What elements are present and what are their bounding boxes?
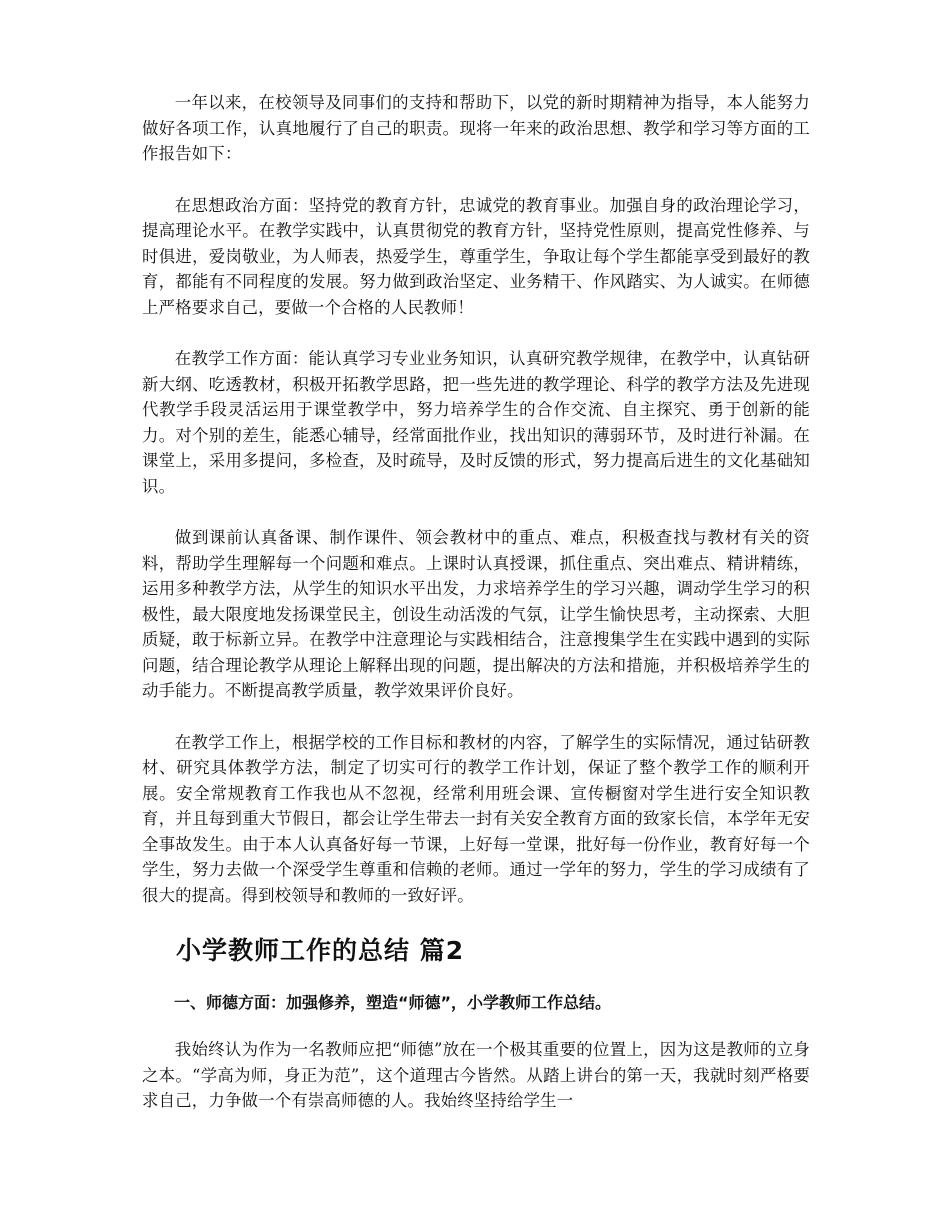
document-page (142, 90, 810, 1140)
section-title: 小学教师工作的总结 篇2 (176, 936, 465, 965)
body-paragraph: 一年以来，在校领导及同事们的支持和帮助下，以党的新时期精神为指导，本人能努力做好各项工作，认真地履行了自己的职责。现将一年来的政治思想、教学和学习等方面的工作报告如下： (142, 93, 810, 163)
section-subheading: 一、师德方面：加强修养，塑造“师德”，小学教师工作总结。 (174, 993, 612, 1012)
body-paragraph: 做到课前认真备课、制作课件、领会教材中的重点、难点，积极查找与教材有关的资料，帮助学生理解每一个问题和难点。上课时认真授课，抓住重点、突出难点、精讲精练，运用多种教学方法，从学生的知识水平出发，力求培养学生的学习兴趣，调动学生学习的积极性，最大限度地发扬课堂民主，创设生动活泼的气氛，让学生愉快思考，主动探索、大胆质疑，敢于标新立异。在教学中注意理论与实践相结合，注意搜集学生在实践中遇到的实际问题，结合理论教学从理论上解释出现的问题，提出解决的方法和措施，并积极培养学生的动手能力。不断提高教学质量，教学效果评价良好。 (142, 528, 810, 700)
body-paragraph: 在教学工作上，根据学校的工作目标和教材的内容，了解学生的实际情况，通过钻研教材、研究具体教学方法，制定了切实可行的教学工作计划，保证了整个教学工作的顺利开展。安全常规教育工作我也从不忽视，经常利用班会课、宣传橱窗对学生进行安全知识教育，并且每到重大节假日，都会让学生带去一封有关安全教育方面的致家长信，本学年无安全事故发生。由于本人认真备好每一节课，上好每一堂课，批好每一份作业，教育好每一个学生，努力去做一个深受学生尊重和信赖的老师。通过一学年的努力，学生的学习成绩有了很大的提高。得到校领导和教师的一致好评。 (142, 732, 810, 905)
body-paragraph: 我始终认为作为一名教师应把“师德”放在一个极其重要的位置上，因为这是教师的立身之本。“学高为师，身正为范”，这个道理古今皆然。从踏上讲台的第一天，我就时刻严格要求自己，力争做一个有崇高师德的人。我始终坚持给学生一 (142, 1040, 810, 1110)
body-paragraph: 在思想政治方面：坚持党的教育方针，忠诚党的教育事业。加强自身的政治理论学习，提高理论水平。在教学实践中，认真贯彻党的教育方针，坚持党性原则，提高党性修养、与时俱进，爱岗敬业，为人师表，热爱学生，尊重学生，争取让每个学生都能享受到最好的教育，都能有不同程度的发展。努力做到政治坚定、业务精干、作风踏实、为人诚实。在师德上严格要求自己，要做一个合格的人民教师！ (142, 195, 810, 317)
body-paragraph: 在教学工作方面：能认真学习专业业务知识，认真研究教学规律，在教学中，认真钻研新大纲、吃透教材，积极开拓教学思路，把一些先进的教学理论、科学的教学方法及先进现代教学手段灵活运用于课堂教学中，努力培养学生的合作交流、自主探究、勇于创新的能力。对个别的差生，能悉心辅导，经常面批作业，找出知识的薄弱环节，及时进行补漏。在课堂上，采用多提问，多检查，及时疏导，及时反馈的形式，努力提高后进生的文化基础知识。 (142, 349, 810, 496)
